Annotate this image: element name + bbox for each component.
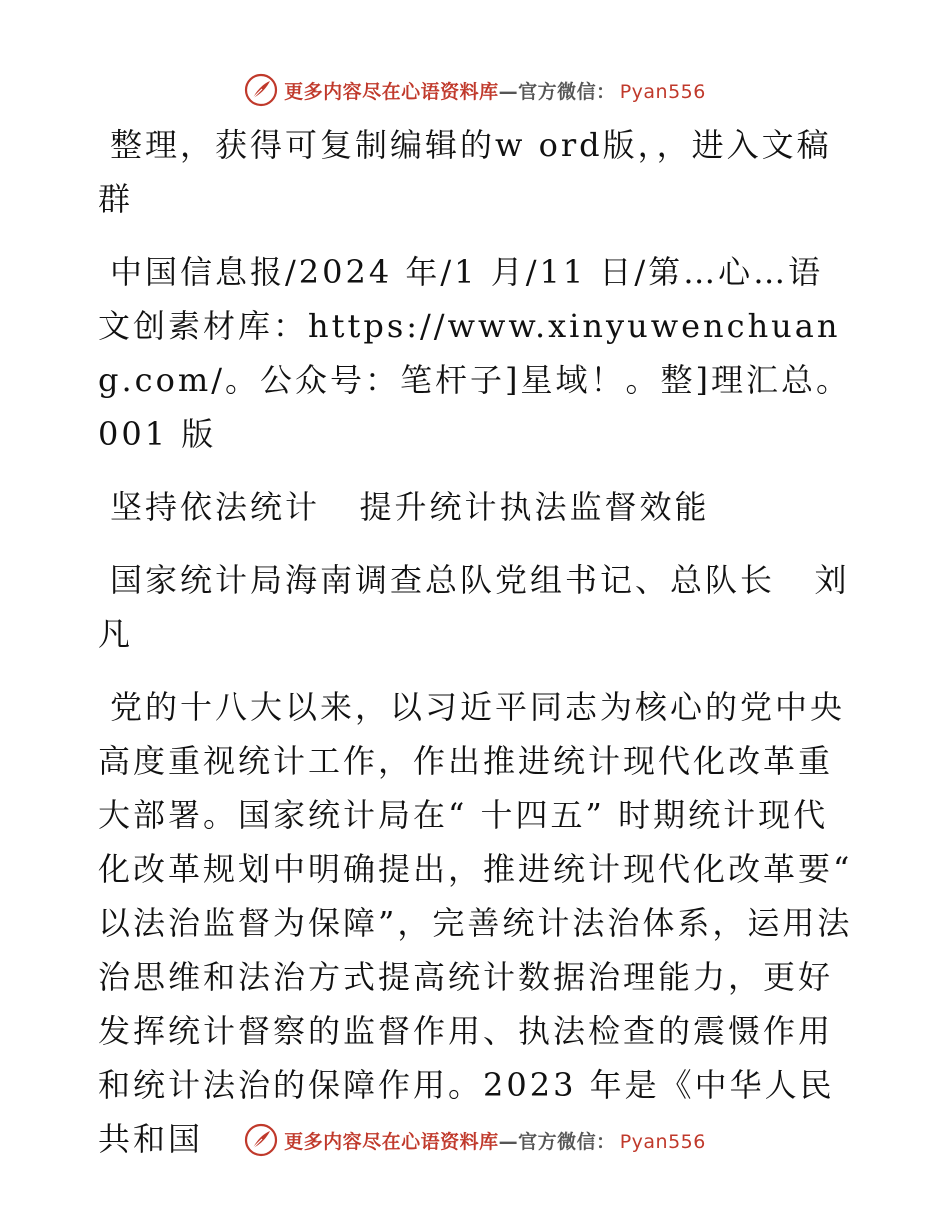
article-author: 国家统计局海南调查总队党组书记、总队长 刘凡 [98,561,850,653]
article-body-paragraph: 党的十八大以来，以习近平同志为核心的党中央高度重视统计工作，作出推进统计现代化改革重大部署。国家统计局在“ 十四五” 时期统计现代化改革规划中明确提出，推进统计现代化改革要“ 以法治监督为保障”，完善统计法治体系，运用法治思维和法治方式提高统计数据治理能力，更好发挥统计督察的监督作用、执法检查的震慑作用和统计法治的保障作用。2023 年是《中华人民共和国 [98,688,866,1158]
footer-official-label: —官方微信： [498,1130,616,1153]
quill-pen-logo-icon [244,73,278,107]
paragraph-note: 整理，获得可复制编辑的w ord版，，进入文稿群 [98,126,832,218]
header-wechat-id: Pyan556 [619,80,706,103]
header-promo-text [284,77,706,104]
footer-promo: 更多内容尽在心语资料库 [284,1130,499,1153]
paragraph-source: 中国信息报/2024 年/1 月/11 日/第…心…语文创素材库：https://www.xinyuwenchuang.com/。公众号：笔杆子]星域！。整]理汇总。 001 版 [98,253,865,453]
document-body [98,118,866,1185]
header-official-label: —官方微信： [498,80,616,103]
footer-wechat-id: Pyan556 [619,1130,706,1153]
header-promo: 更多内容尽在心语资料库 [284,80,499,103]
article-title: 坚持依法统计 提升统计执法监督效能 [110,488,710,526]
footer-promo-text [284,1127,706,1154]
footer-banner [0,1120,950,1160]
quill-pen-logo-icon [244,1123,278,1157]
header-banner [0,70,950,110]
